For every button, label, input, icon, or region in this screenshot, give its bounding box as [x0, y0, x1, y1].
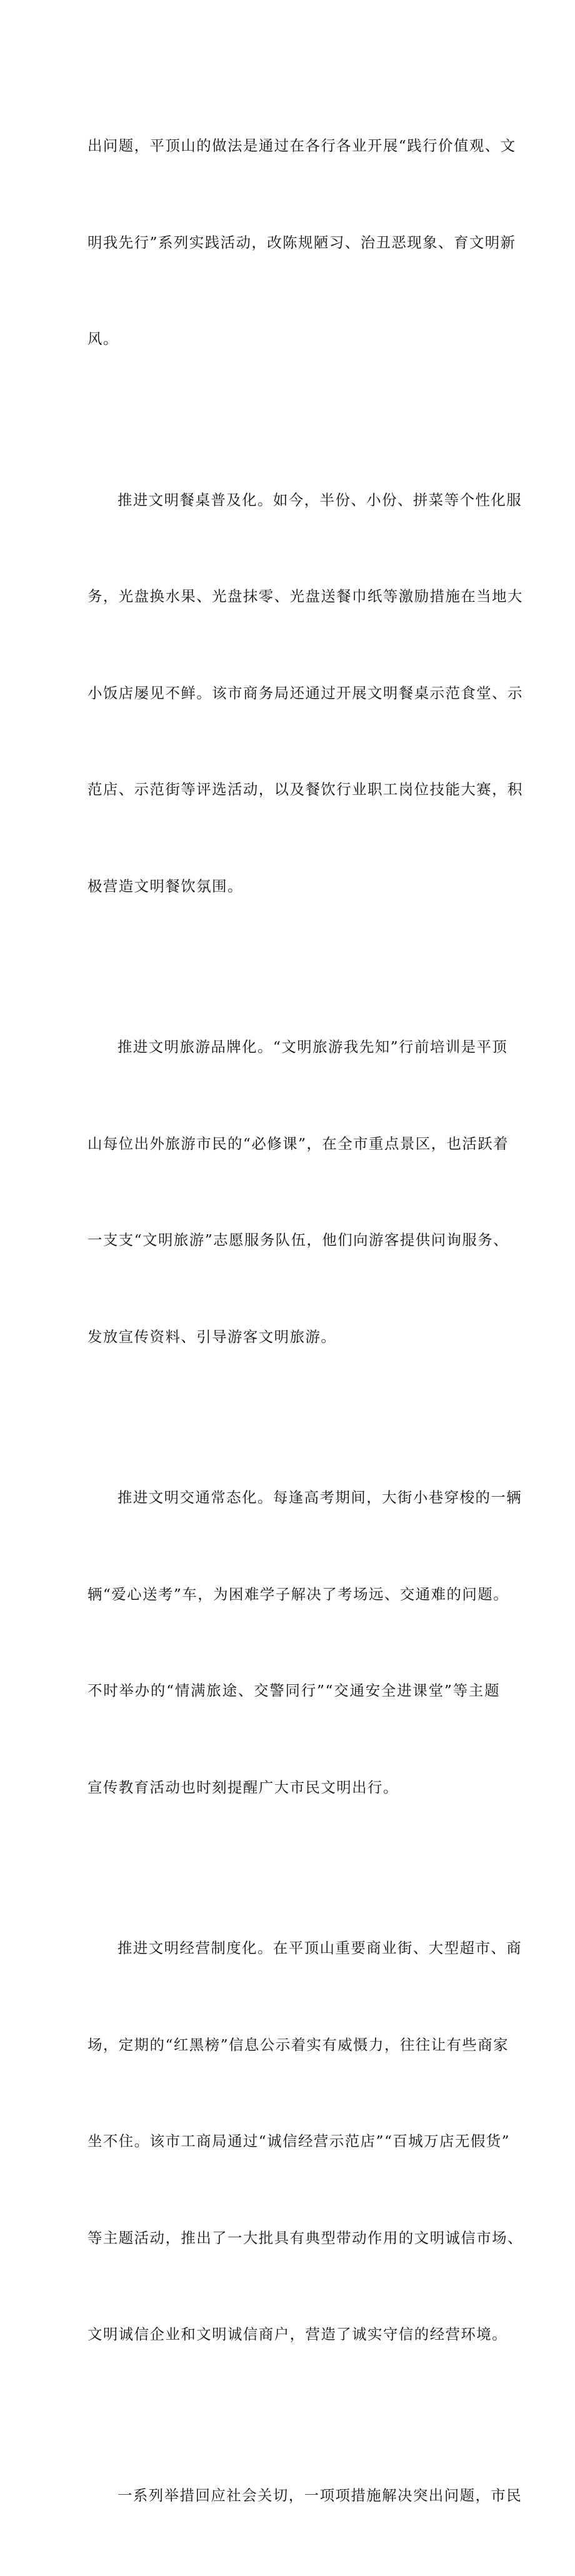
text-line: 一支支“文明旅游”志愿服务队伍，他们向游客提供问询服务、 [88, 1224, 500, 1257]
text-line: 小饭店屡见不鲜。该市商务局还通过开展文明餐桌示范食堂、示 [88, 677, 500, 710]
paragraph-5 [88, 1868, 500, 2415]
text-line: 文明诚信企业和文明诚信商户，营造了诚实守信的经营环境。 [88, 2319, 500, 2351]
text-line: 等主题活动，推出了一大批具有典型带动作用的文明诚信市场、 [88, 2222, 500, 2255]
paragraph-4 [88, 1417, 500, 1868]
text-line: 风。 [88, 323, 500, 356]
document-page [0, 0, 575, 813]
text-line: 范店、示范街等评选活动，以及餐饮行业职工岗位技能大赛，积 [88, 774, 500, 806]
text-line: 明我先行”系列实践活动，改陈规陋习、治丑恶现象、育文明新 [88, 227, 500, 259]
text-line: 一系列举措回应社会关切，一项项措施解决突出问题，市民 [88, 2480, 500, 2512]
paragraph-2 [88, 420, 500, 967]
paragraph-1 [88, 66, 500, 420]
paragraph-3 [88, 967, 500, 1417]
document-body [88, 66, 500, 2576]
text-line: 推进文明餐桌普及化。如今，半份、小份、拼菜等个性化服 [88, 484, 500, 517]
text-line: 推进文明旅游品牌化。“文明旅游我先知”行前培训是平顶 [88, 1031, 500, 1064]
text-line: 推进文明经营制度化。在平顶山重要商业街、大型超市、商 [88, 1932, 500, 1965]
text-line: 务，光盘换水果、光盘抹零、光盘送餐巾纸等激励措施在当地大 [88, 581, 500, 613]
text-line: 极营造文明餐饮氛围。 [88, 871, 500, 903]
text-line: 山每位出外旅游市民的“必修课”，在全市重点景区，也活跃着 [88, 1128, 500, 1161]
text-line: 出问题，平顶山的做法是通过在各行各业开展“践行价值观、文 [88, 130, 500, 162]
text-line: 宣传教育活动也时刻提醒广大市民文明出行。 [88, 1772, 500, 1804]
paragraph-6 [88, 2415, 500, 2576]
text-line: 不时举办的“情满旅途、交警同行”“交通安全进课堂”等主题 [88, 1675, 500, 1707]
text-line: 推进文明交通常态化。每逢高考期间，大街小巷穿梭的一辆 [88, 1482, 500, 1514]
text-line: 发放宣传资料、引导游客文明旅游。 [88, 1321, 500, 1354]
text-line: 坐不住。该市工商局通过“诚信经营示范店”“百城万店无假货” [88, 2125, 500, 2158]
text-line: 辆“爱心送考”车，为困难学子解决了考场远、交通难的问题。 [88, 1579, 500, 1611]
text-line: 场，定期的“红黑榜”信息公示着实有威慑力，往往让有些商家 [88, 2029, 500, 2062]
